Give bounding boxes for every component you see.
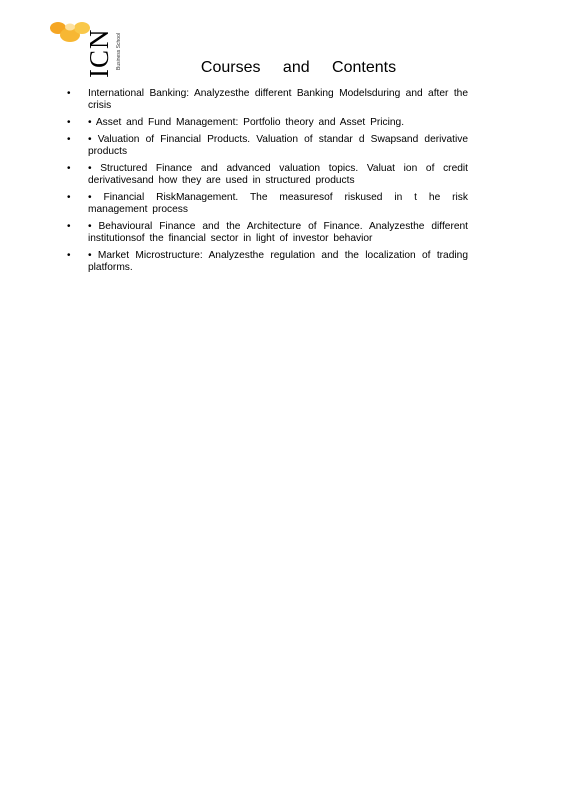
list-item [64, 134, 468, 158]
list-item [64, 192, 468, 216]
bullet: • [67, 88, 71, 99]
course-list [64, 88, 468, 279]
list-item-text: • Financial RiskManagement. The measuresof riskused in t he risk management process [88, 192, 468, 215]
bullet: • [67, 221, 71, 232]
bullet: • [67, 117, 71, 128]
page-title: Courses and Contents [200, 59, 397, 76]
list-item [64, 163, 468, 187]
bullet: • [67, 134, 71, 145]
logo-subtext: Business School [116, 33, 122, 70]
list-item-text: • Structured Finance and advanced valuation topics. Valuat ion of credit derivativesand how they are used in structured products [88, 163, 468, 186]
list-item-text: • Valuation of Financial Products. Valuation of standar d Swapsand derivative products [88, 134, 468, 157]
list-item [64, 221, 468, 245]
bullet: • [67, 192, 71, 203]
bullet: • [67, 250, 71, 261]
list-item-text: • Market Microstructure: Analyzesthe regulation and the localization of trading platforms. [88, 250, 468, 273]
list-item [64, 117, 468, 129]
logo-text: ICN [84, 28, 114, 78]
bullet: • [67, 163, 71, 174]
list-item-text: • Asset and Fund Management: Portfolio theory and Asset Pricing. [88, 117, 405, 128]
list-item [64, 88, 468, 112]
list-item [64, 250, 468, 274]
list-item-text: International Banking: Analyzesthe different Banking Modelsduring and after the crisis [88, 88, 468, 111]
list-item-text: • Behavioural Finance and the Architecture of Finance. Analyzesthe different institutionsof the financial sector in light of investor behavior [88, 221, 468, 244]
